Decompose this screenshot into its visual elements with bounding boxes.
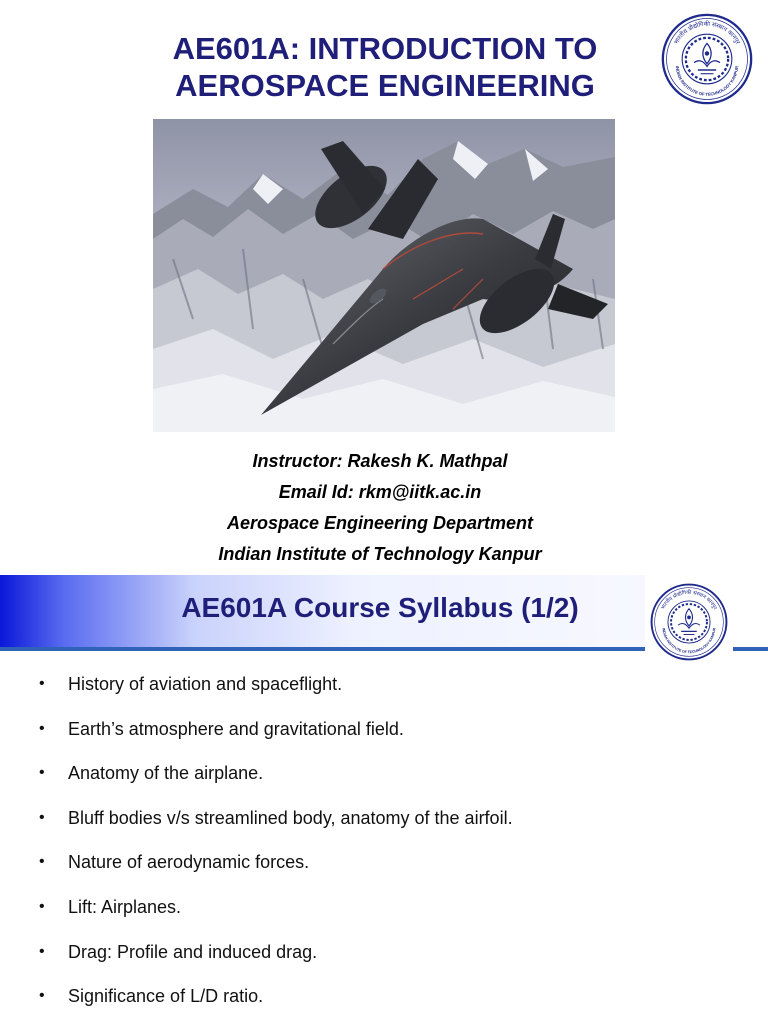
syllabus-item-text: Lift: Airplanes. [68, 896, 182, 917]
syllabus-item-text: Anatomy of the airplane. [68, 763, 264, 784]
logo-small-top-text: भारतीय प्रौद्योगिकी संस्थान कानपुर [660, 589, 718, 611]
logo-small-bottom-text: INDIAN INSTITUTE OF TECHNOLOGY KANPUR [661, 627, 717, 655]
syllabus-title: AE601A Course Syllabus (1/2) [181, 592, 579, 623]
logo-top-text: भारतीय प्रौद्योगिकी संस्थान कानपुर [672, 20, 742, 46]
bullet-icon: • [39, 808, 45, 826]
bullet-icon: • [39, 942, 45, 960]
sr71-aircraft-photo [153, 119, 615, 432]
bullet-icon: • [39, 853, 45, 871]
syllabus-item-text: Drag: Profile and induced drag. [68, 941, 318, 962]
department-name: Aerospace Engineering Department [226, 513, 534, 533]
syllabus-item-text: Bluff bodies v/s streamlined body, anatomy of the airfoil. [68, 807, 513, 828]
syllabus-item-text: Earth’s atmosphere and gravitational field. [68, 718, 404, 739]
bullet-icon: • [39, 719, 45, 737]
bullet-icon: • [39, 987, 45, 1005]
syllabus-item-text: Significance of L/D ratio. [68, 986, 264, 1007]
bullet-icon: • [39, 897, 45, 915]
banner-rule-left [0, 647, 645, 651]
course-title-line1: AE601A: INTRODUCTION TO [172, 31, 598, 66]
instructor-name: Instructor: Rakesh K. Mathpal [252, 451, 508, 471]
logo-bottom-text: INDIAN INSTITUTE OF TECHNOLOGY KANPUR [674, 65, 740, 97]
institute-name: Indian Institute of Technology Kanpur [218, 544, 542, 564]
syllabus-slide [0, 575, 768, 1024]
banner-rule-right [733, 647, 768, 651]
instructor-email: Email Id: rkm@iitk.ac.in [278, 482, 482, 502]
bullet-icon: • [39, 675, 45, 692]
course-title-line2: AEROSPACE ENGINEERING [175, 68, 595, 103]
course-title [100, 30, 670, 104]
instructor-details [100, 446, 660, 570]
bullet-icon: • [39, 764, 45, 782]
iitk-logo [661, 13, 753, 105]
syllabus-item-text: History of aviation and spaceflight. [68, 674, 343, 694]
syllabus-item-text: Nature of aerodynamic forces. [68, 852, 310, 873]
iitk-logo-small [650, 583, 728, 661]
